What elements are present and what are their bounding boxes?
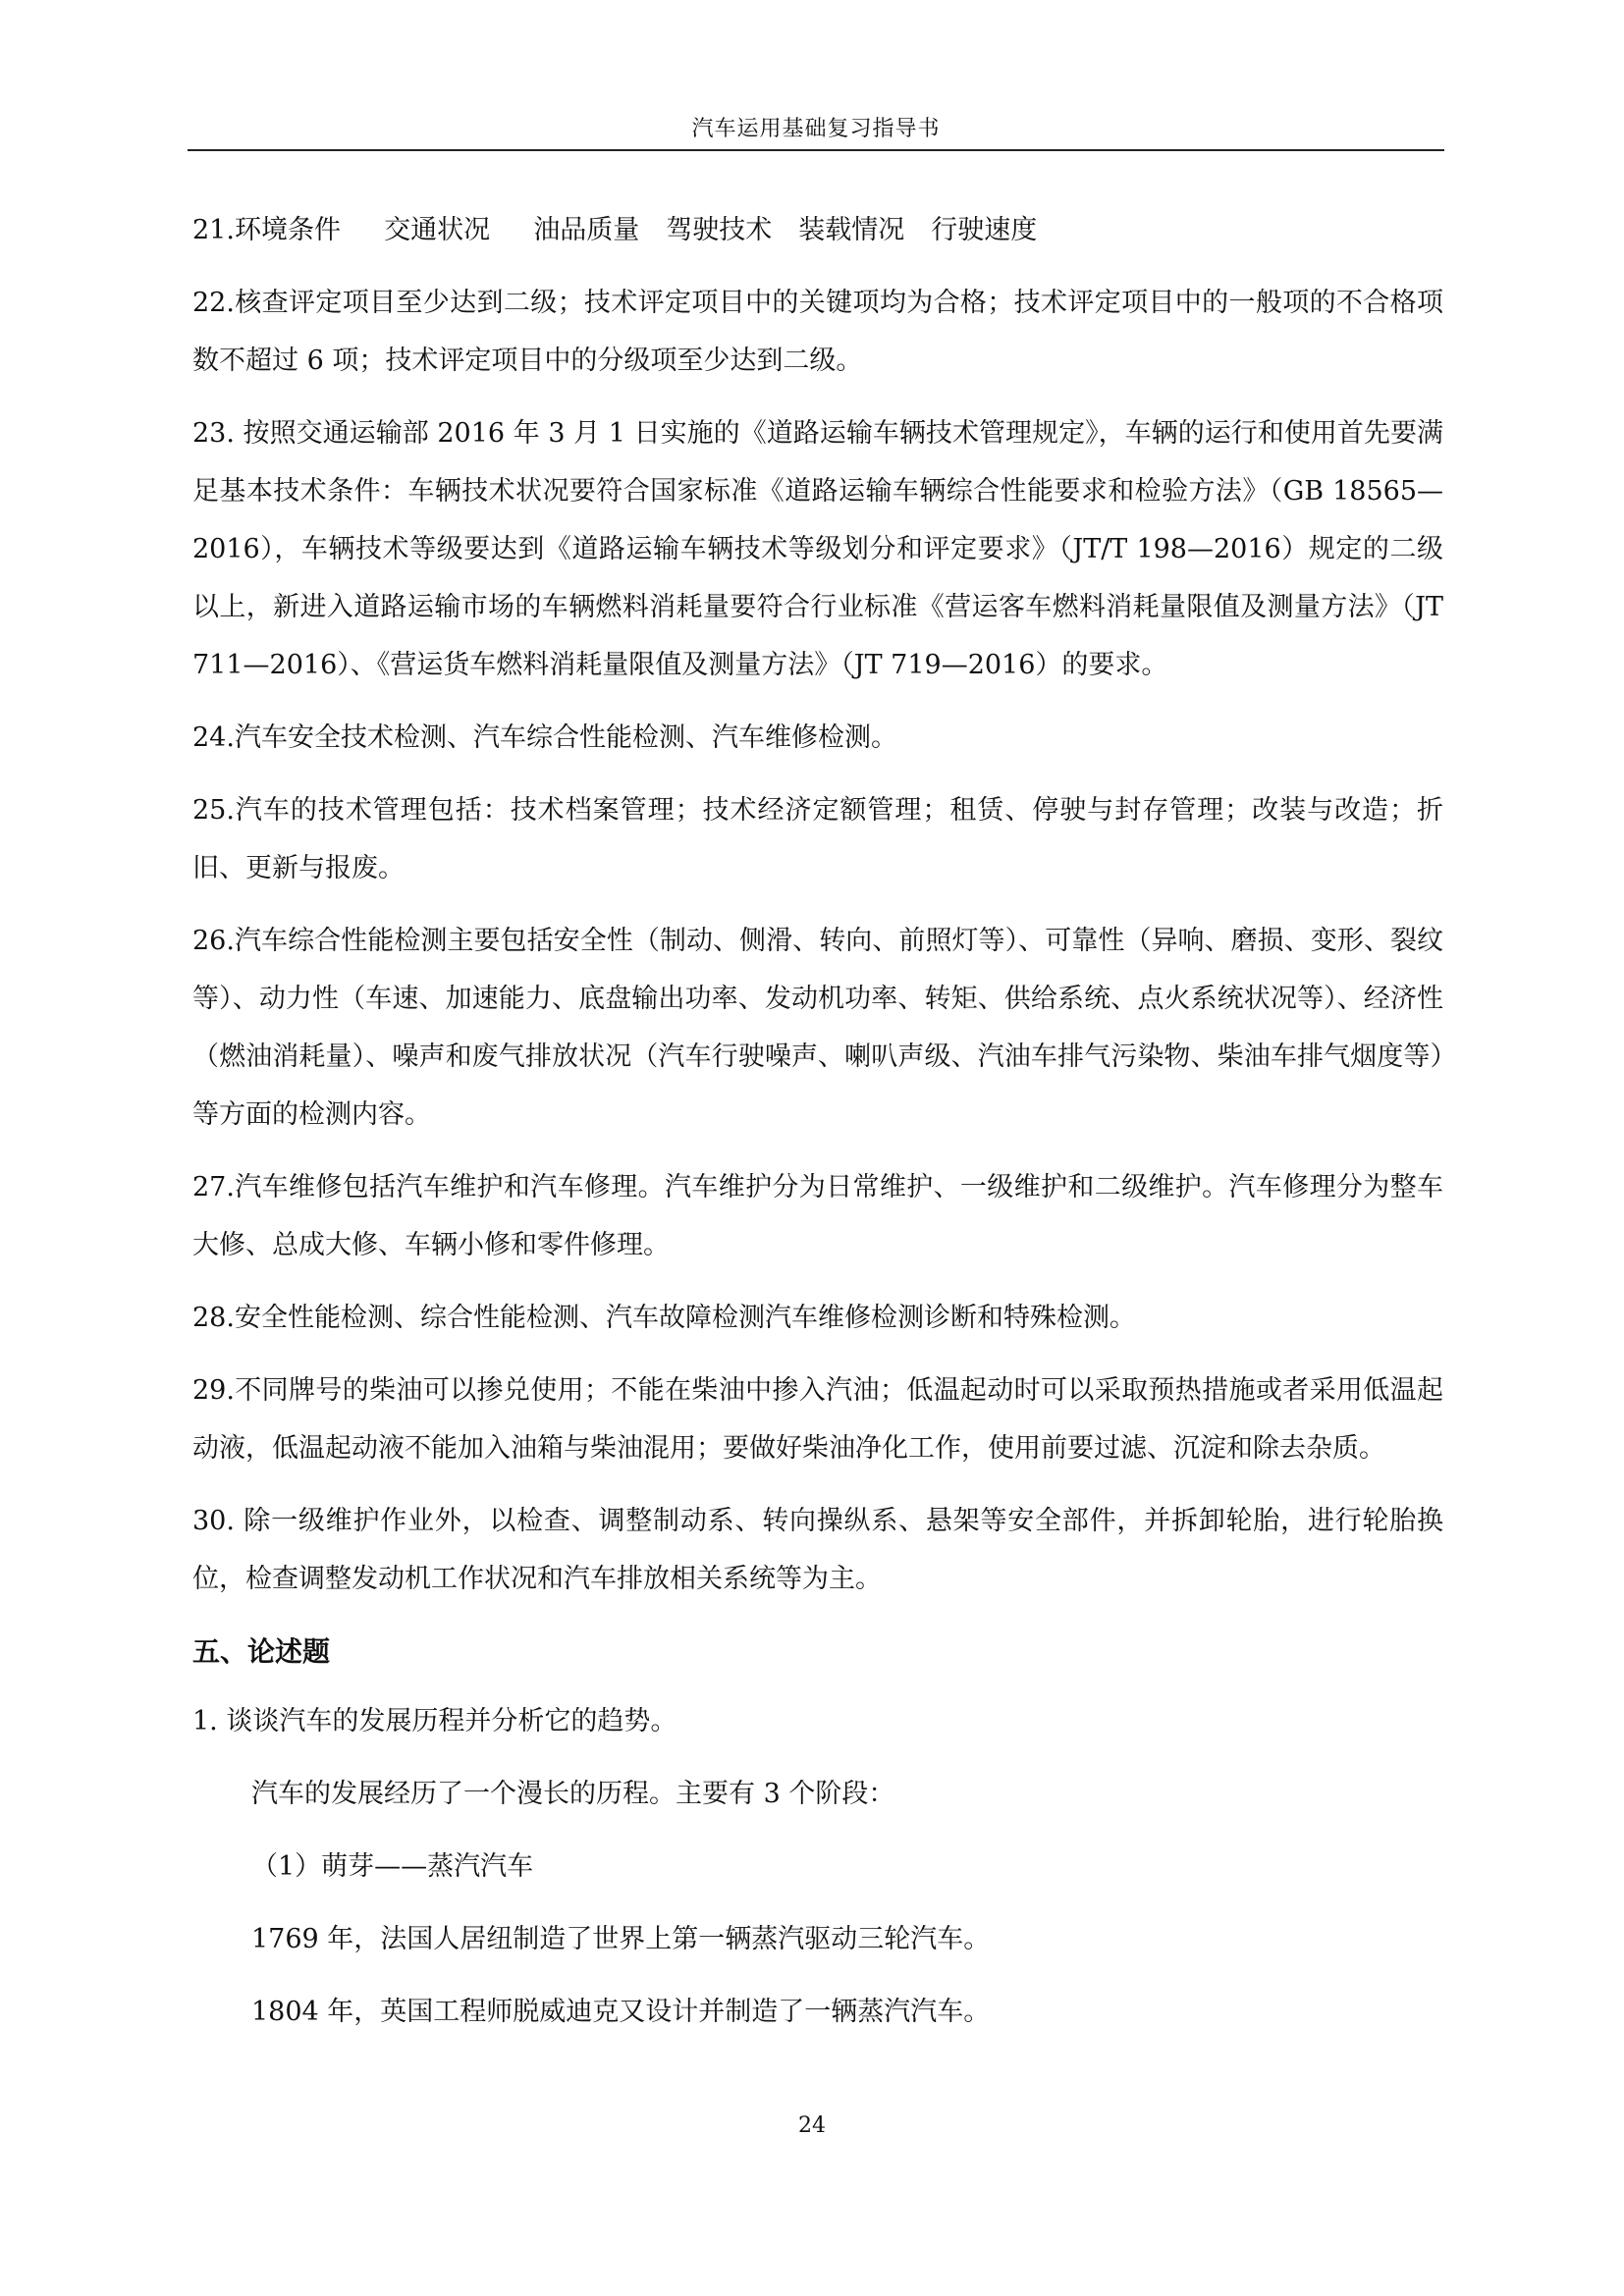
answer-item-29: 29.不同牌号的柴油可以掺兑使用；不能在柴油中掺入汽油；低温起动时可以采取预热措施或者采用低温起动液，低温起动液不能加入油箱与柴油混用；要做好柴油净化工作，使用前要过滤、沉淀和除去杂质。 <box>192 1375 1443 1464</box>
answer-item-30: 30. 除一级维护作业外，以检查、调整制动系、转向操纵系、悬架等安全部件，并拆卸轮胎，进行轮胎换位，检查调整发动机工作状况和汽车排放相关系统等为主。 <box>192 1506 1443 1594</box>
answer-item-27: 27.汽车维修包括汽车维护和汽车修理。汽车维护分为日常维护、一级维护和二级维护。汽车修理分为整车大修、总成大修、车辆小修和零件修理。 <box>192 1172 1443 1260</box>
essay-answer-intro: 汽车的发展经历了一个漫长的历程。主要有 3 个阶段： <box>251 1779 895 1809</box>
essay-stage-1-heading: （1）萌芽——蒸汽汽车 <box>251 1851 534 1882</box>
answer-item-26: 26.汽车综合性能检测主要包括安全性（制动、侧滑、转向、前照灯等）、可靠性（异响、磨损、变形、裂纹等）、动力性（车速、加速能力、底盘输出功率、发动机功率、转矩、供给系统、点火系统状况等）、经济性（燃油消耗量）、噪声和废气排放状况（汽车行驶噪声、喇叭声级、汽油车排气污染物、柴油车排气烟度等）等方面的检测内容。 <box>192 926 1443 1130</box>
essay-fact-1804: 1804 年，英国工程师脱威迪克又设计并制造了一辆蒸汽汽车。 <box>251 1997 991 2027</box>
answer-item-21: 21.环境条件 交通状况 油品质量 驾驶技术 装载情况 行驶速度 <box>192 215 1038 245</box>
answer-item-22: 22.核查评定项目至少达到二级；技术评定项目中的关键项均为合格；技术评定项目中的一般项的不合格项数不超过 6 项；技术评定项目中的分级项至少达到二级。 <box>192 288 1443 376</box>
header-rule <box>188 149 1444 151</box>
page-body <box>192 201 1443 2056</box>
running-header: 汽车运用基础复习指导书 <box>691 117 941 141</box>
essay-fact-1769: 1769 年，法国人居纽制造了世界上第一辆蒸汽驱动三轮汽车。 <box>251 1924 991 1954</box>
page-number: 24 <box>798 2113 826 2138</box>
answer-item-28: 28.安全性能检测、综合性能检测、汽车故障检测汽车维修检测诊断和特殊检测。 <box>192 1303 1136 1333</box>
answer-item-24: 24.汽车安全技术检测、汽车综合性能检测、汽车维修检测。 <box>192 722 897 753</box>
essay-question-1: 1. 谈谈汽车的发展历程并分析它的趋势。 <box>192 1706 677 1736</box>
answer-item-25: 25.汽车的技术管理包括：技术档案管理；技术经济定额管理；租赁、停驶与封存管理；改装与改造；折旧、更新与报废。 <box>192 795 1443 883</box>
answer-item-23: 23. 按照交通运输部 2016 年 3 月 1 日实施的《道路运输车辆技术管理规定》，车辆的运行和使用首先要满足基本技术条件：车辆技术状况要符合国家标准《道路运输车辆综合性能要求和检验方法》（GB 18565—2016），车辆技术等级要达到《道路运输车辆技术等级划分和评定要求》（JT/T 198—2016）规定的二级以上，新进入道路运输市场的车辆燃料消耗量要符合行业标准《营运客车燃料消耗量限值及测量方法》（JT 711—2016）、《营运货车燃料消耗量限值及测量方法》（JT 719—2016）的要求。 <box>192 418 1443 680</box>
section-title-essay: 五、论述题 <box>192 1635 331 1668</box>
